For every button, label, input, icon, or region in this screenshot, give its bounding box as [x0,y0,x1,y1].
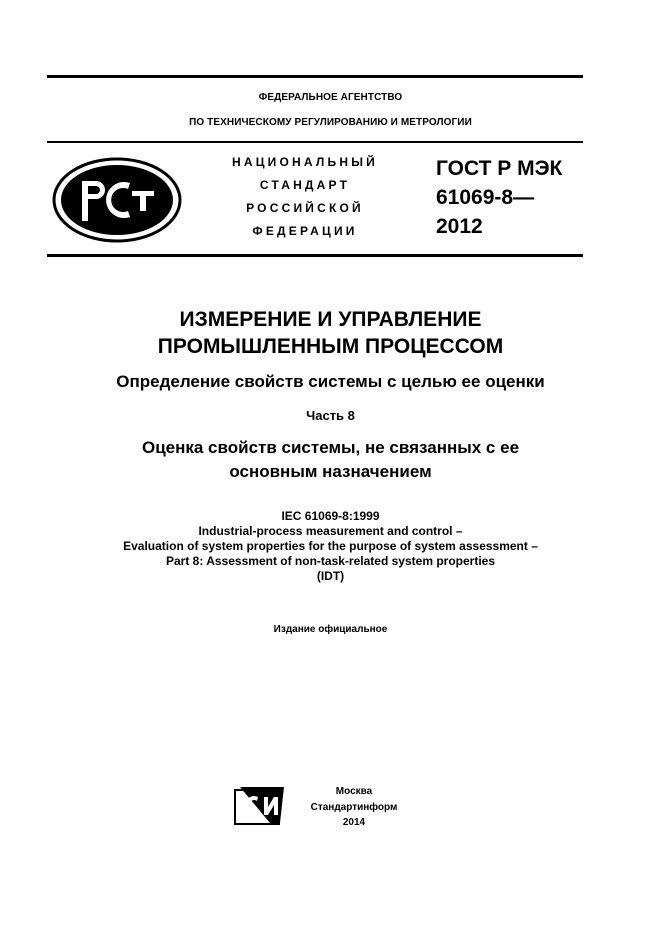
subtitle: Определение свойств системы с целью ее оценки [116,372,545,391]
idt-mark: (IDT) [316,569,345,583]
part-title-line-2: основным назначением [229,462,432,481]
part-title-line-1: Оценка свойств системы, не связанных с ее [141,438,520,457]
top-rule [47,75,583,78]
iec-code: IEC 61069-8:1999 [281,509,380,523]
standard-type-line-4: ФЕДЕРАЦИИ [252,224,358,238]
designation-line-1: ГОСТ Р МЭК [436,157,563,180]
title-line-2: ПРОМЫШЛЕННЫМ ПРОЦЕССОМ [157,335,504,358]
iec-title-line-3: Part 8: Assessment of non-task-related system properties [166,554,495,568]
agency-line-2: ПО ТЕХНИЧЕСКОМУ РЕГУЛИРОВАНИЮ И МЕТРОЛОГИИ [189,117,472,128]
title-line-1: ИЗМЕРЕНИЕ И УПРАВЛЕНИЕ [179,308,482,331]
rst-logo-mark [52,157,182,243]
iec-title-line-2: Evaluation of system properties for the purpose of system assessment – [123,539,538,553]
header-rule [47,141,583,143]
designation-line-3: 2012 [436,215,483,238]
edition-label: Издание официальное [273,624,388,635]
publisher-logo [234,785,286,825]
publisher-logo-mark [234,785,286,825]
publisher-name: Стандартинформ [310,802,398,813]
standard-type-line-1: НАЦИОНАЛЬНЫЙ [231,155,379,169]
standard-type-line-2: СТАНДАРТ [259,178,351,192]
iec-title-line-1: Industrial-process measurement and control – [198,524,463,538]
publisher-year: 2014 [342,817,366,828]
rst-logo [52,157,182,243]
part-number: Часть 8 [306,408,355,423]
agency-line-1: ФЕДЕРАЛЬНОЕ АГЕНТСТВО [258,92,403,103]
designation-rule [47,254,583,257]
designation-line-2: 61069-8— [436,186,535,209]
standard-type-line-3: РОССИЙСКОЙ [246,201,364,215]
publisher-city: Москва [335,786,373,797]
